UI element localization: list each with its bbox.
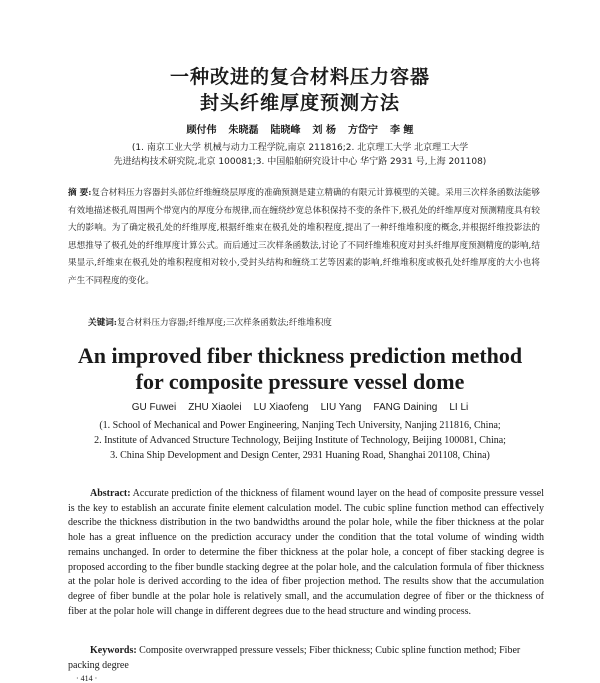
english-abstract-label: Abstract:	[90, 488, 131, 499]
chinese-author: 顾付伟	[186, 125, 217, 136]
english-keywords-text: Composite overwrapped pressure vessels; Fiber thickness; Cubic spline function method; Fiber packing degree	[68, 645, 521, 671]
chinese-title-line1: 一种改进的复合材料压力容器	[169, 66, 430, 88]
chinese-keywords-label: 关键词:	[88, 318, 117, 328]
chinese-author: 陆晓峰	[270, 125, 301, 136]
english-author: FANG Daining	[373, 402, 438, 413]
english-title-line2: for composite pressure vessel dome	[135, 369, 465, 394]
chinese-authors	[0, 121, 600, 136]
chinese-affiliation-line1: (1. 南京工业大学 机械与动力工程学院,南京 211816;2. 北京理工大学 北京理工大学	[131, 143, 469, 153]
english-author: LU Xiaofeng	[253, 402, 309, 413]
chinese-abstract-text: 复合材料压力容器封头部位纤维缠绕层厚度的准确预测是建立精确的有限元计算模型的关键。采用三次样条函数法能够有效地描述极孔周围两个带宽内的厚度分布规律,而在缠绕纱宽总体积保持不变的条件下,极孔处的纤维厚度对预测精度具有较大的影响。为了确定极孔处的纤维厚度,根据纤维束在极孔处的堆积程度,提出了一种纤维堆积度的概念,并根据纤维投影法的思想推导了极孔处的纤维厚度计算公式。而后通过三次样条函数法,讨论了不同纤维堆积度对封头纤维厚度预测精度的影响,结果显示,纤维束在极孔处的堆积程度相对较小,受封头结构和缠绕工艺等因素的影响,纤维堆积度或极孔处纤维厚度的大小也将产生不同程度的变化。	[68, 188, 540, 286]
english-abstract-text: Accurate prediction of the thickness of filament wound layer on the head of composite pressure vessel is the key to establish an accurate finite element calculation model. The cubic spline function method can effectively describe the thickness distribution in the two bandwidths around the polar hole, while the fiber thickness at the polar hole has a great influence on the prediction accuracy under the condition that the total volume of winding width remains unchanged. In order to determine the fiber thickness at the polar hole, a concept of fiber stacking degree is proposed according to the fiber bundle stacking degree at the polar hole, and the calculation formula of fiber thickness at the polar hole is derived according to the idea of fiber projection method. The results show that the accumulation degree of fiber bundle at the polar hole is relatively small, and the accumulation degree of fiber or the thickness of fiber at the polar hole will change in different degrees due to the head structure and winding process.	[68, 488, 544, 617]
chinese-title-line2: 封头纤维厚度预测方法	[199, 92, 400, 114]
chinese-keywords	[88, 316, 540, 328]
english-authors	[0, 402, 600, 413]
english-keywords	[68, 644, 544, 673]
chinese-abstract	[68, 185, 540, 290]
chinese-author: 李 鲤	[390, 125, 414, 136]
english-author: ZHU Xiaolei	[188, 402, 242, 413]
english-abstract	[68, 487, 544, 619]
page-number: · 414 ·	[76, 674, 98, 683]
english-title-line1: An improved fiber thickness prediction method	[77, 343, 523, 368]
chinese-author: 方岱宁	[348, 125, 378, 136]
english-affiliation-line1: (1. School of Mechanical and Power Engineering, Nanjing Tech University, Nanjing 211816, China;	[99, 420, 501, 431]
chinese-abstract-label: 摘 要:	[68, 188, 92, 198]
chinese-affiliation-line2: 先进结构技术研究院,北京 100081;3. 中国船舶研究设计中心 华宁路 2931 号,上海 201108)	[113, 157, 487, 167]
english-keywords-label: Keywords:	[90, 645, 137, 656]
english-affiliation-line2: 2. Institute of Advanced Structure Technology, Beijing Institute of Technology, Beijing 100081, China;	[94, 435, 506, 446]
english-affiliation-line3: 3. China Ship Development and Design Center, 2931 Huaning Road, Shanghai 201108, China)	[110, 450, 490, 461]
chinese-author: 刘 杨	[312, 125, 336, 136]
chinese-keywords-text: 复合材料压力容器;纤维厚度;三次样条函数法;纤维堆积度	[116, 318, 332, 328]
english-author: LI Li	[449, 402, 469, 413]
chinese-author: 朱晓磊	[228, 125, 259, 136]
english-author: LIU Yang	[320, 402, 362, 413]
english-author: GU Fuwei	[131, 402, 177, 413]
